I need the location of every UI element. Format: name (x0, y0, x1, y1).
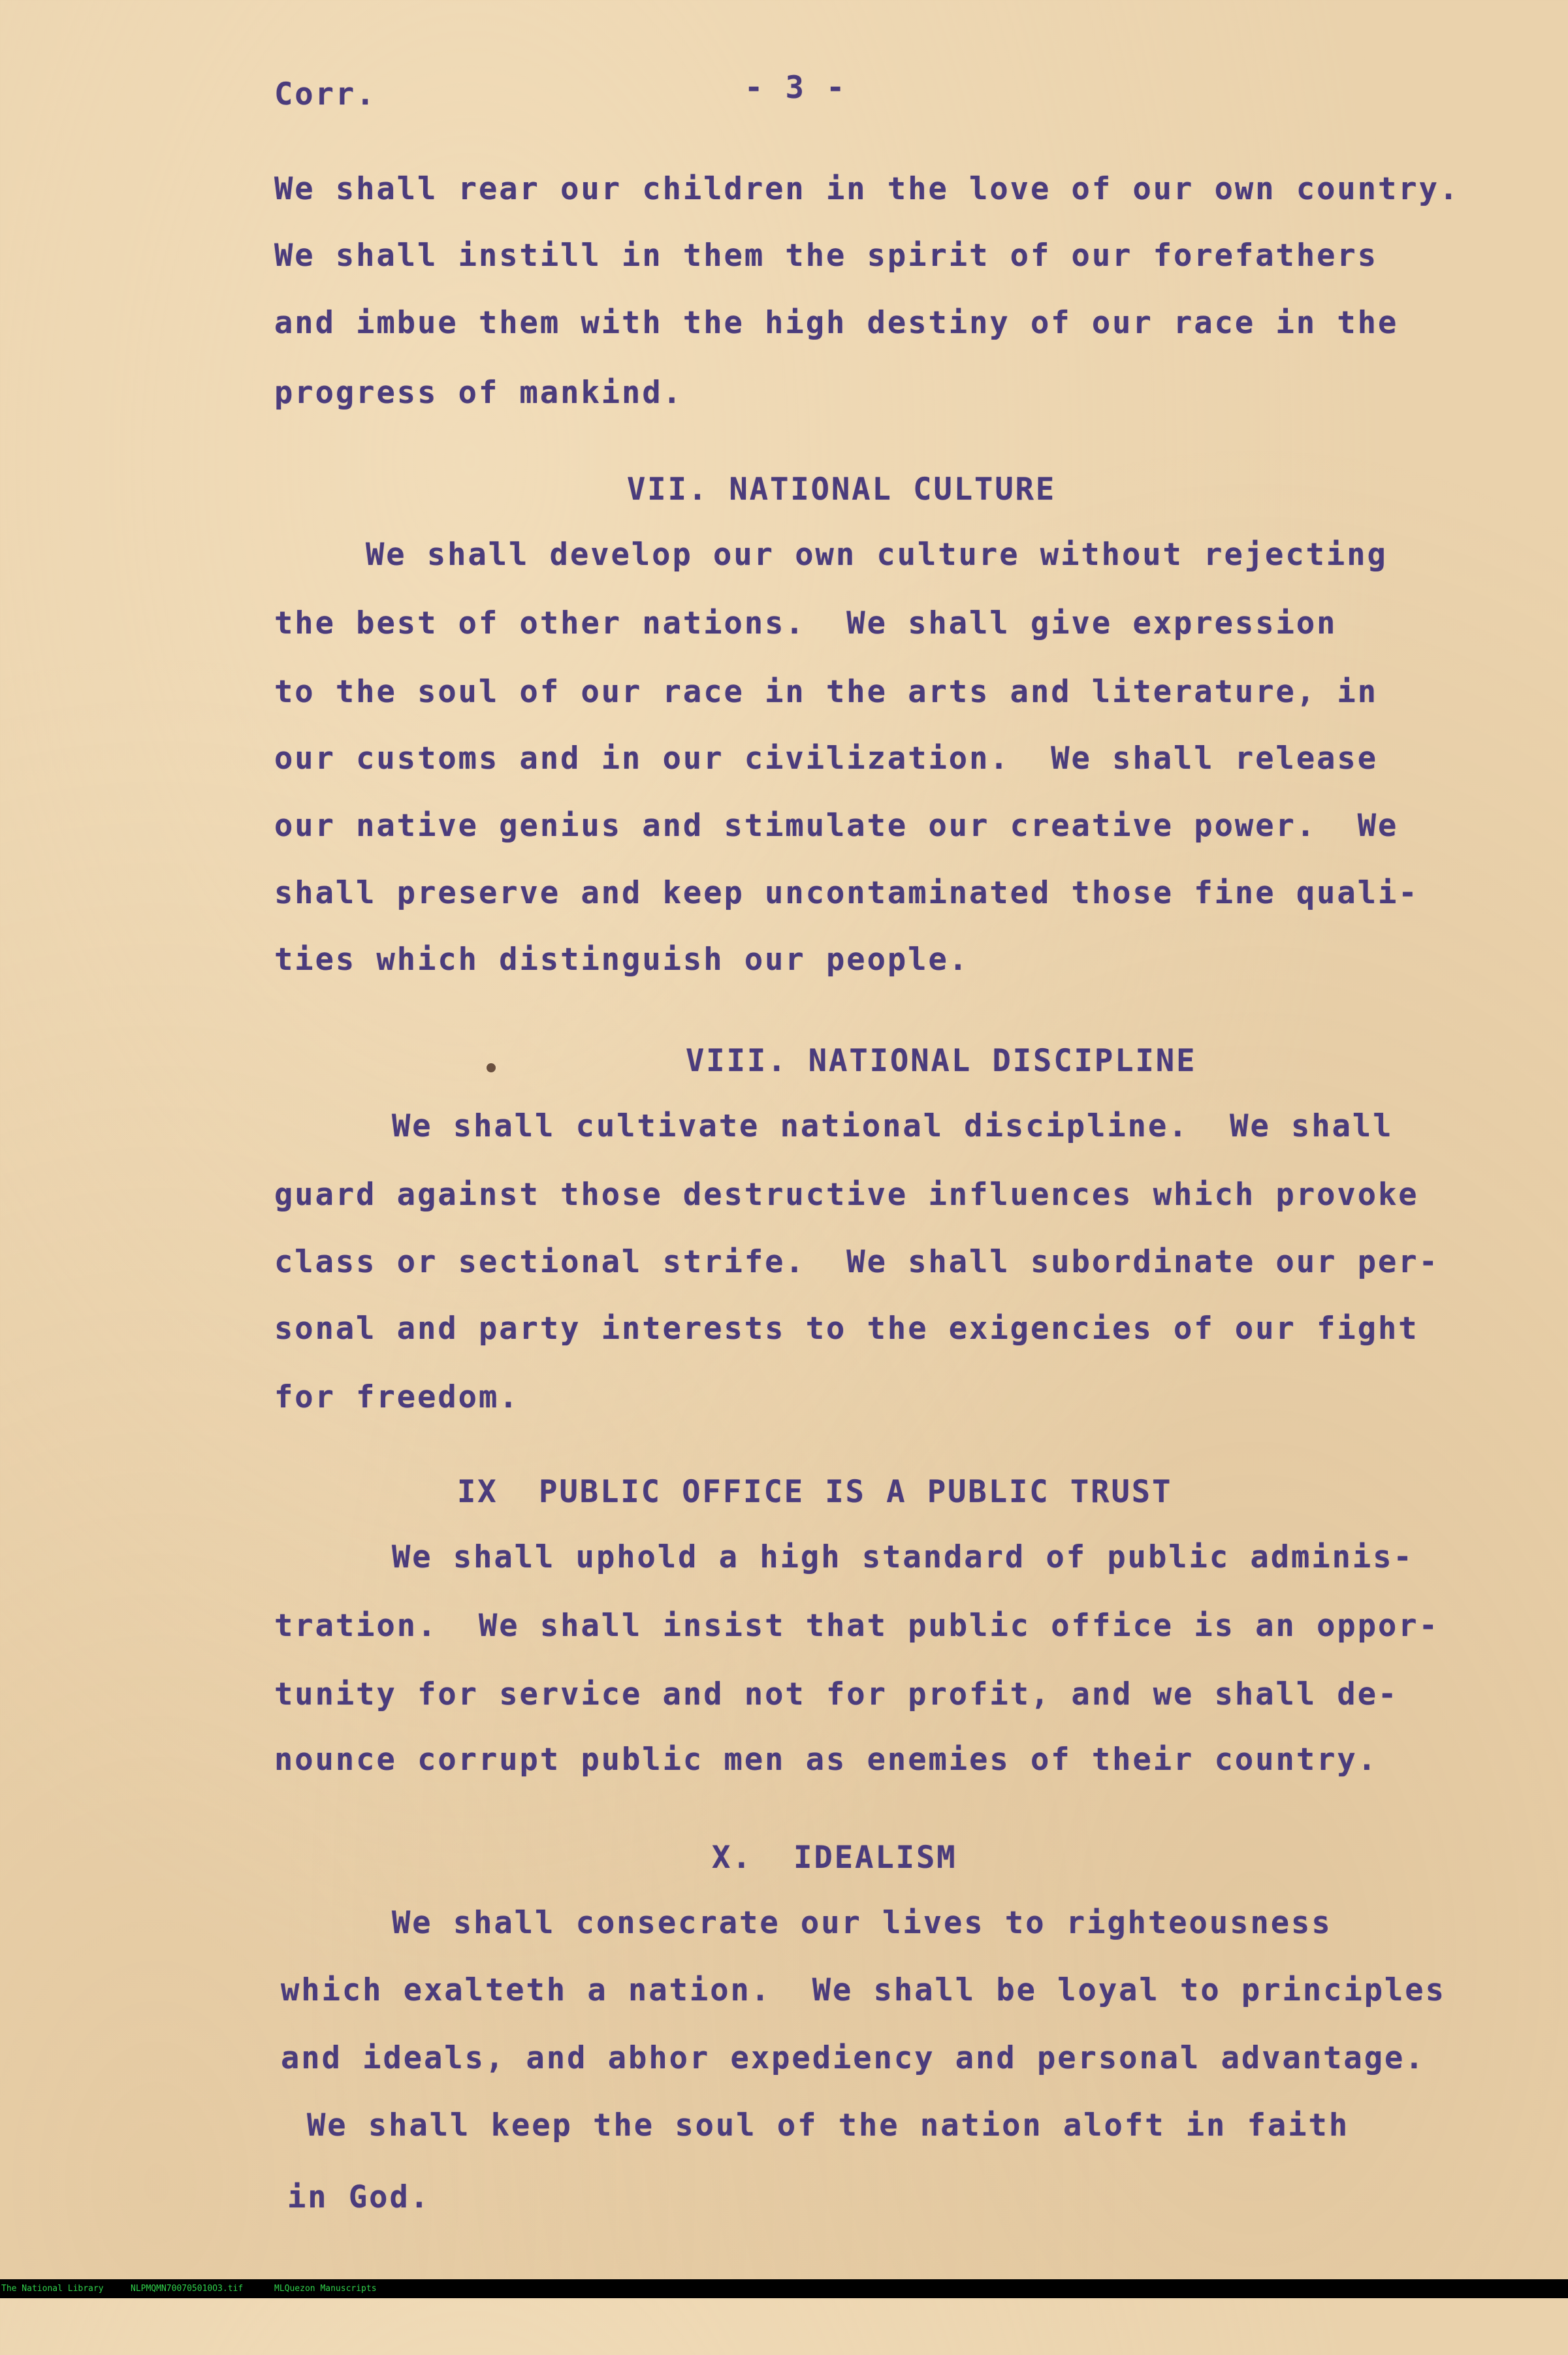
ink-smudge (487, 1063, 496, 1072)
text-line: tration. We shall insist that public office is an oppor- (274, 1608, 1439, 1644)
text-line: guard against those destructive influences which provoke (274, 1177, 1419, 1213)
section-heading: X. IDEALISM (712, 1840, 957, 1876)
text-line: for freedom. (274, 1379, 520, 1415)
footer-collection: MLQuezon Manuscripts (274, 2284, 377, 2294)
text-line: We shall keep the soul of the nation aloft in faith (307, 2107, 1350, 2143)
text-line: We shall uphold a high standard of public adminis- (392, 1539, 1414, 1575)
text-line: We shall consecrate our lives to righteousness (392, 1905, 1332, 1941)
text-line: and ideals, and abhor expediency and personal advantage. (281, 2040, 1426, 2076)
text-line: and imbue them with the high destiny of our race in the (274, 305, 1399, 341)
text-line: class or sectional strife. We shall subordinate our per- (274, 1244, 1439, 1280)
section-heading: VIII. NATIONAL DISCIPLINE (686, 1043, 1197, 1079)
section-heading: IX PUBLIC OFFICE IS A PUBLIC TRUST (457, 1474, 1173, 1510)
footer-file: NLPMQMN700705010O3.tif (131, 2284, 244, 2294)
text-line: progress of mankind. (274, 375, 683, 411)
text-line: ties which distinguish our people. (274, 942, 970, 978)
section-heading: VII. NATIONAL CULTURE (627, 472, 1057, 507)
text-line: We shall cultivate national discipline. We shall (392, 1108, 1394, 1144)
header-label: Corr. (274, 76, 377, 112)
scan-footer (0, 2279, 1568, 2298)
text-line: our customs and in our civilization. We shall release (274, 741, 1379, 777)
text-line: our native genius and stimulate our creative power. We (274, 808, 1399, 844)
text-line: tunity for service and not for profit, and we shall de- (274, 1676, 1399, 1712)
text-line: We shall instill in them the spirit of our forefathers (274, 238, 1379, 274)
text-line: nounce corrupt public men as enemies of their country. (274, 1742, 1379, 1778)
text-line: We shall develop our own culture without rejecting (366, 537, 1388, 573)
text-line: shall preserve and keep uncontaminated those fine quali- (274, 875, 1419, 911)
text-line: which exalteth a nation. We shall be loyal to principles (281, 1972, 1446, 2008)
text-line: We shall rear our children in the love of our own country. (274, 171, 1460, 207)
text-line: sonal and party interests to the exigencies of our fight (274, 1311, 1419, 1347)
footer-library: The National Library (1, 2284, 104, 2294)
text-line: the best of other nations. We shall give expression (274, 605, 1337, 641)
text-line: in God. (287, 2179, 431, 2215)
text-line: to the soul of our race in the arts and literature, in (274, 674, 1379, 710)
page-number: - 3 - (744, 70, 847, 106)
